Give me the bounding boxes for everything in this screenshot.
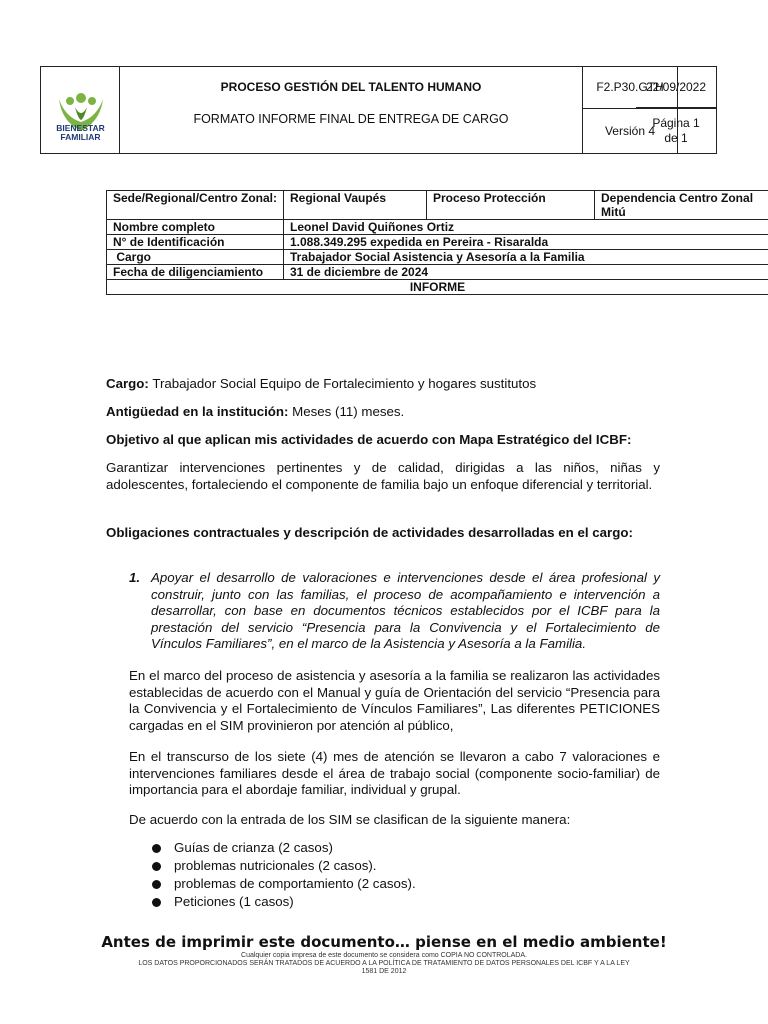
item-text: Apoyar el desarrollo de valoraciones e intervenciones desde el área profesional y construir, junto con las familias, el proceso de acompañamiento e intervención a desarrollar, con base en documentos técnicos establecidos por el ICBF para la prestación del servicio “Presencia para la Convivencia y el Fortalecimiento de Vínculos Familiares”, en el marco de la Asistencia y Asesoría a la Familia. — [151, 570, 660, 651]
paragraph-3: De acuerdo con la entrada de los SIM se clasifican de la siguiente manera: — [129, 812, 571, 827]
page-box — [636, 107, 717, 154]
table-row — [107, 250, 768, 265]
header-table — [40, 66, 717, 154]
sede-label: Sede/Regional/Centro Zonal: — [107, 191, 284, 220]
title-cell — [120, 67, 583, 153]
logo-cell — [41, 67, 120, 153]
logo-line2: FAMILIAR — [60, 132, 101, 142]
antiguedad-line — [106, 404, 666, 421]
paragraph-1: En el marco del proceso de asistencia y asesoría a la familia se realizaron las actividades establecidas de acuerdo con el Manual y guía de Orientación del servicio “Presencia para la Convivencia y el Fortalecimiento de Vínculos Familiares”, Las diferentes PETICIONES cargadas en el SIM provinieron por atención al público, — [129, 668, 660, 733]
bullet-icon — [152, 880, 161, 889]
footer-environment-note: Antes de imprimir este documento… piense en el medio ambiente! — [101, 933, 667, 951]
document-code: F2.P30.GTH — [596, 80, 664, 94]
objetivo-text: Garantizar intervenciones pertinentes y de calidad, dirigidas a las niños, niñas y adolescentes, fortaleciendo el componente de familia bajo un enfoque diferencial y territorial. — [106, 460, 660, 492]
list-item-text: Peticiones (1 casos) — [174, 894, 294, 909]
cargo-label: Cargo: — [106, 376, 149, 391]
list-item — [152, 857, 416, 875]
row-label: Cargo — [107, 250, 284, 265]
list-item-text: Guías de crianza (2 casos) — [174, 840, 333, 855]
document-date: 22/09/2022 — [645, 80, 707, 94]
row-value: Trabajador Social Asistencia y Asesoría a la Familia — [284, 250, 768, 265]
employee-info-table — [106, 190, 768, 295]
item-number: 1. — [129, 570, 141, 585]
dependencia-value: Dependencia Centro Zonal Mitú — [595, 191, 768, 220]
objetivo-heading: Objetivo al que aplican mis actividades de acuerdo con Mapa Estratégico del ICBF: — [106, 432, 632, 447]
antiguedad-value: Meses (11) meses. — [288, 404, 405, 419]
row-label: Nombre completo — [107, 220, 284, 235]
bullet-icon — [152, 898, 161, 907]
row-value: 31 de diciembre de 2024 — [284, 265, 768, 280]
list-item-text: problemas de comportamiento (2 casos). — [174, 876, 416, 891]
cases-list — [152, 839, 416, 911]
page-number-line2: de 1 — [664, 131, 688, 145]
document-version: Versión 4 — [604, 124, 656, 138]
bullet-icon — [152, 844, 161, 853]
page-number-line1: Página 1 — [652, 116, 700, 130]
row-label: Fecha de diligenciamiento — [107, 265, 284, 280]
list-item-text: problemas nutricionales (2 casos). — [174, 858, 377, 873]
table-row — [107, 220, 768, 235]
table-row — [107, 280, 768, 295]
list-item — [152, 875, 416, 893]
footer-data-policy: LOS DATOS PROPORCIONADOS SERÁN TRATADOS DE ACUERDO A LA POLÍTICA DE TRATAMIENTO DE DATOS PERSONALES DEL ICBF Y A LA LEY — [138, 960, 630, 967]
antiguedad-label: Antigüedad en la institución: — [106, 404, 289, 419]
cargo-value: Trabajador Social Equipo de Fortalecimiento y hogares sustitutos — [148, 376, 537, 391]
logo-line1: BIENESTAR — [56, 123, 105, 133]
proceso-value: Proceso Protección — [427, 191, 595, 220]
footer-law: 1581 DE 2012 — [361, 968, 407, 975]
date-box — [636, 66, 717, 108]
row-value: 1.088.349.295 expedida en Pereira - Risaralda — [284, 235, 768, 250]
table-row — [107, 235, 768, 250]
cargo-line — [106, 376, 666, 393]
table-row — [107, 191, 768, 220]
footer-copy-note: Cualquier copia impresa de este documento se considera como COPIA NO CONTROLADA. — [241, 952, 527, 959]
list-item — [152, 893, 416, 911]
format-title: FORMATO INFORME FINAL DE ENTREGA DE CARGO — [193, 112, 509, 126]
process-title: PROCESO GESTIÓN DEL TALENTO HUMANO — [220, 80, 482, 94]
list-item — [152, 839, 416, 857]
row-value: Leonel David Quiñones Ortiz — [284, 220, 768, 235]
regional-value: Regional Vaupés — [284, 191, 427, 220]
informe-heading: INFORME — [107, 280, 768, 295]
bullet-icon — [152, 862, 161, 871]
table-row — [107, 265, 768, 280]
paragraph-2: En el transcurso de los siete (4) mes de atención se llevaron a cabo 7 valoraciones e intervenciones familiares desde el área de trabajo social (componente socio-familiar) de importancia para el abordaje familiar, individual y grupal. — [129, 749, 660, 797]
row-label: N° de Identificación — [107, 235, 284, 250]
obligaciones-heading: Obligaciones contractuales y descripción de actividades desarrolladas en el cargo: — [106, 525, 633, 540]
